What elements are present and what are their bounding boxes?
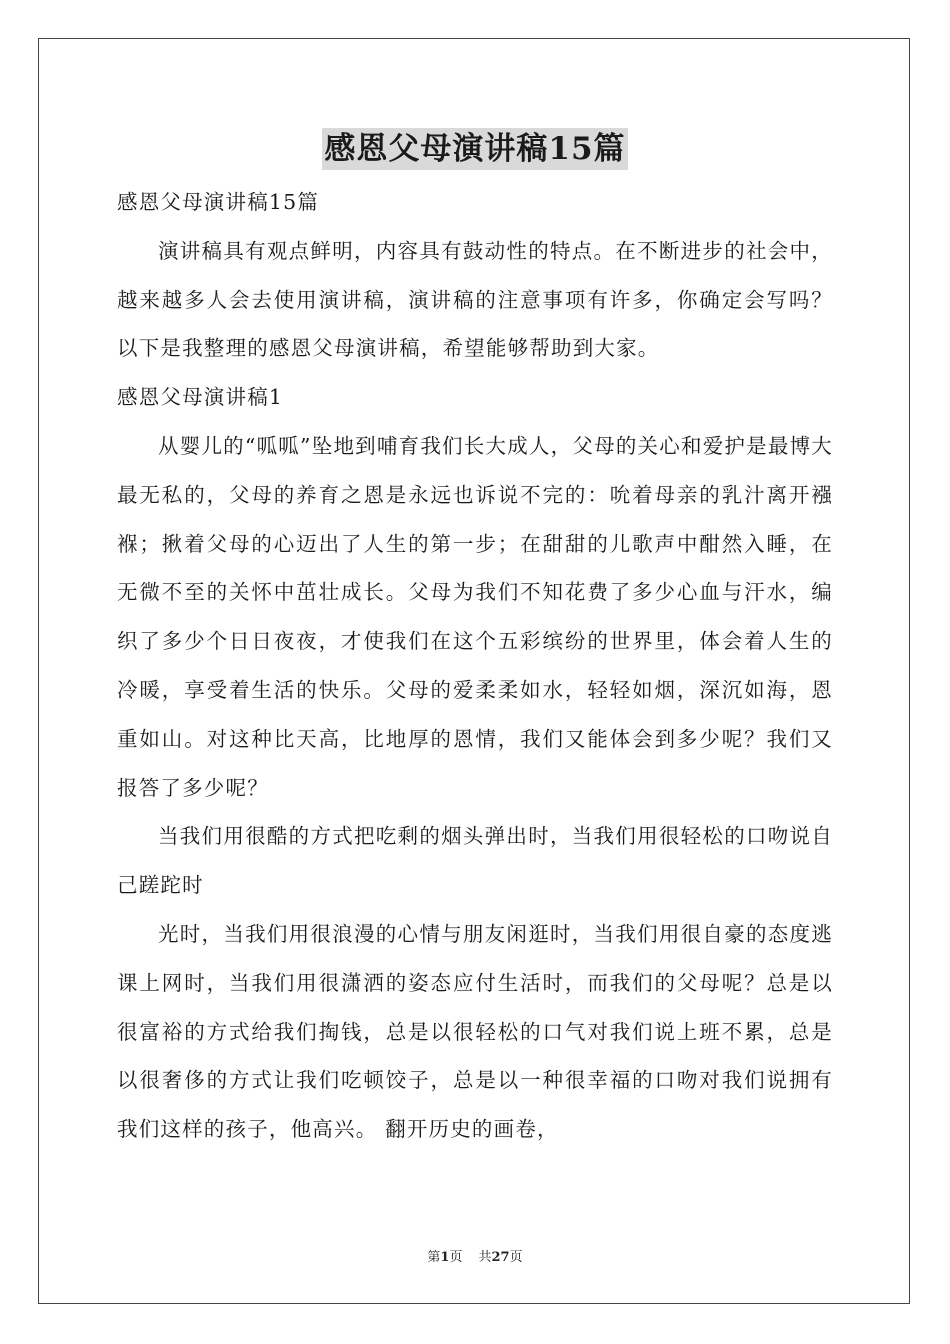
paragraph-body-1: 从婴儿的“呱呱”坠地到哺育我们长大成人，父母的关心和爱护是最博大最无私的，父母的养育之恩是永远也诉说不完的：吮着母亲的乳汁离开襁褓；揪着父母的心迈出了人生的第一步；在甜甜的儿歌声中酣然入睡，在无微不至的关怀中茁壮成长。父母为我们不知花费了多少心血与汗水，编织了多少个日日夜夜，才使我们在这个五彩缤纷的世界里，体会着人生的冷暖，享受着生活的快乐。父母的爱柔柔如水，轻轻如烟，深沉如海，恩重如山。对这种比天高，比地厚的恩情，我们又能体会到多少呢？我们又报答了多少呢？ [117, 433, 833, 800]
total-pages: 27 [491, 1250, 510, 1265]
total-suffix: 页 [509, 1250, 523, 1265]
page-footer [0, 1246, 950, 1265]
document-title: 感恩父母演讲稿15篇 [322, 128, 627, 170]
document-body [117, 178, 833, 1154]
document-subtitle: 感恩父母演讲稿15篇 [117, 190, 320, 214]
paragraph-body-2: 当我们用很酷的方式把吃剩的烟头弹出时，当我们用很轻松的口吻说自己蹉跎时 [117, 824, 833, 898]
page-suffix: 页 [449, 1250, 463, 1265]
total-prefix: 共 [478, 1250, 492, 1265]
paragraph-intro: 演讲稿具有观点鲜明，内容具有鼓动性的特点。在不断进步的社会中，越来越多人会去使用演讲稿，演讲稿的注意事项有许多，你确定会写吗？以下是我整理的感恩父母演讲稿，希望能够帮助到大家。 [117, 238, 833, 361]
page-prefix: 第 [427, 1250, 441, 1265]
paragraph-body-3: 光时，当我们用很浪漫的心情与朋友闲逛时，当我们用很自豪的态度逃课上网时，当我们用很潇洒的姿态应付生活时，而我们的父母呢？总是以很富裕的方式给我们掏钱，总是以很轻松的口气对我们说上班不累，总是以很奢侈的方式让我们吃顿饺子，总是以一种很幸福的口吻对我们说拥有我们这样的孩子，他高兴。 翻开历史的画卷， [117, 921, 833, 1142]
page-number: 1 [440, 1250, 450, 1265]
title-area [0, 128, 950, 170]
section-heading-1: 感恩父母演讲稿1 [117, 385, 284, 410]
